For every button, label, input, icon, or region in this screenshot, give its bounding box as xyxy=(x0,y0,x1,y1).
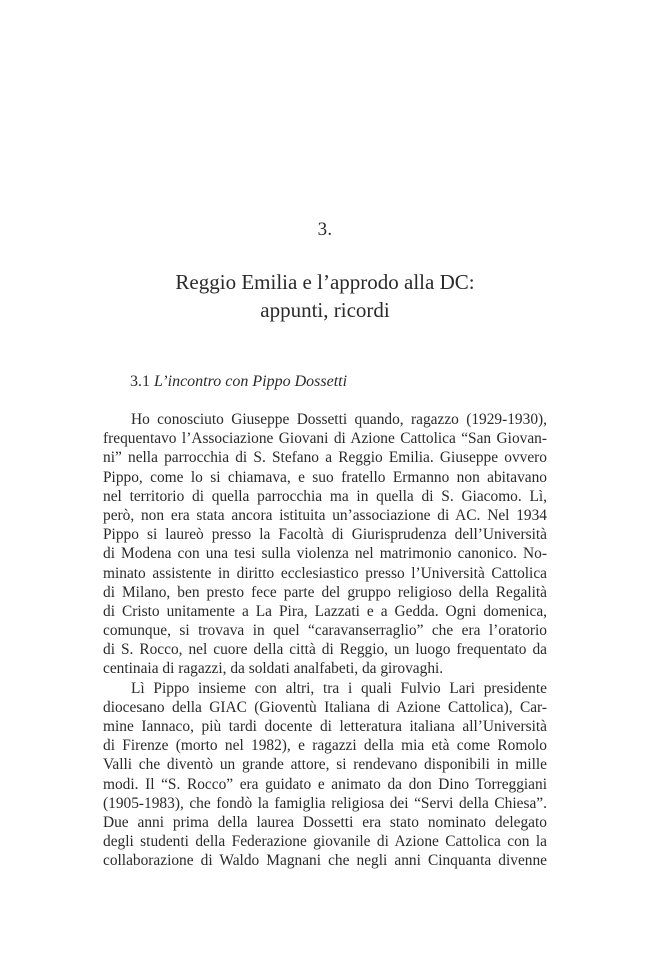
section-number: 3.1 xyxy=(130,373,150,390)
paragraph-line: di Milano, ben presto fece parte del gruppo religioso della Regalità xyxy=(103,583,547,601)
paragraph-line: modi. Il “S. Rocco” era guidato e animato da don Dino Torreggiani xyxy=(103,775,547,793)
paragraph-line: nel territorio di quella parrocchia ma in quella di S. Giacomo. Lì, xyxy=(103,487,547,505)
paragraph-line: ni” nella parrocchia di S. Stefano a Reggio Emilia. Giuseppe ovvero xyxy=(103,449,547,467)
paragraph-line: diocesano della GIAC (Gioventù Italiana di Azione Cattolica), Car- xyxy=(103,698,547,716)
paragraph-line: Pippo, come lo si chiamava, e suo fratello Ermanno non abitavano xyxy=(103,468,547,486)
paragraph-line: però, non era stata ancora istituita un’associazione di AC. Nel 1934 xyxy=(103,506,547,524)
section-title: L’incontro con Pippo Dossetti xyxy=(154,373,348,390)
paragraph-line: (1905-1983), che fondò la famiglia religiosa dei “Servi della Chiesa”. xyxy=(103,794,547,812)
chapter-title-line: appunti, ricordi xyxy=(260,298,390,322)
paragraph-line: di Firenze (morto nel 1982), e ragazzi della mia età come Romolo xyxy=(103,737,547,755)
body-text xyxy=(103,410,547,871)
chapter-title xyxy=(100,268,550,324)
paragraph-line: collaborazione di Waldo Magnani che negli anni Cinquanta divenne xyxy=(103,852,547,870)
paragraph-line: di Cristo unitamente a La Pira, Lazzati e a Gedda. Ogni domenica, xyxy=(103,602,547,620)
paragraph-line: Pippo si laureò presso la Facoltà di Giurisprudenza dell’Università xyxy=(103,526,547,544)
paragraph-line: minato assistente in diritto ecclesiastico presso l’Università Cattolica xyxy=(103,564,547,582)
paragraph-line: Ho conosciuto Giuseppe Dossetti quando, ragazzo (1929-1930), xyxy=(131,411,547,428)
paragraph-line: Valli che diventò un grande attore, si rendevano disponibili in mille xyxy=(103,756,547,774)
paragraph-line: Lì Pippo insieme con altri, tra i quali Fulvio Lari presidente xyxy=(131,679,547,697)
chapter-title-line: Reggio Emilia e l’approdo alla DC: xyxy=(175,270,475,294)
paragraph-line: di S. Rocco, nel cuore della città di Reggio, un luogo frequentato da xyxy=(103,641,547,659)
paragraph-line: frequentavo l’Associazione Giovani di Azione Cattolica “San Giovan- xyxy=(103,430,547,448)
chapter-number: 3. xyxy=(317,219,333,240)
paragraph-line: di Modena con una tesi sulla violenza nel matrimonio canonico. No- xyxy=(103,545,547,563)
paragraph-line: mine Iannaco, più tardi docente di letteratura italiana all’Università xyxy=(103,718,547,735)
section-heading xyxy=(130,373,347,391)
paragraph-line: Due anni prima della laurea Dossetti era stato nominato delegato xyxy=(103,813,547,831)
paragraph-line: degli studenti della Federazione giovanile di Azione Cattolica con la xyxy=(103,833,547,851)
paragraph-line: centinaia di ragazzi, da soldati analfabeti, da girovaghi. xyxy=(103,660,444,678)
paragraph-line: comunque, si trovava in quel “caravanserraglio” che era l’oratorio xyxy=(103,622,547,640)
